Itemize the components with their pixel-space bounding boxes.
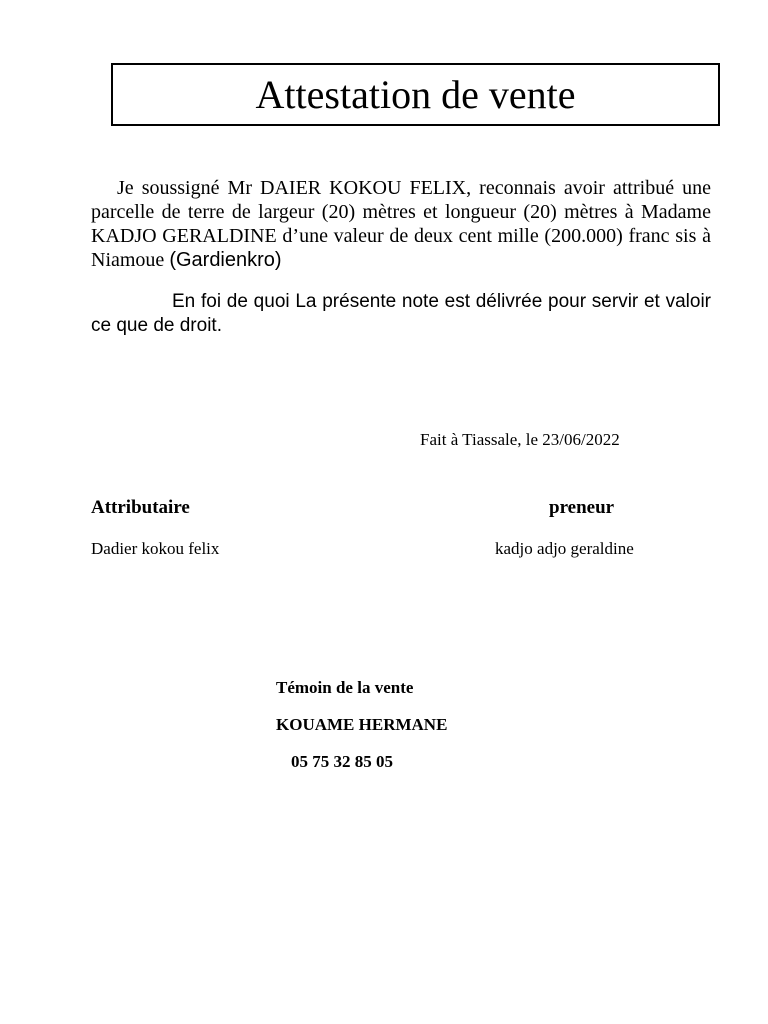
preneur-name: kadjo adjo geraldine — [495, 539, 634, 558]
closing-paragraph: En foi de quoi La présente note est délivrée pour servir et valoir ce que de droit. — [91, 291, 711, 336]
document-title: Attestation de vente — [255, 71, 576, 117]
attributaire-label: Attributaire — [91, 497, 190, 518]
attributaire-name: Dadier kokou felix — [91, 539, 220, 558]
witness-title: Témoin de la vente — [276, 678, 414, 697]
title-box — [111, 63, 720, 126]
witness-phone: 05 75 32 85 05 — [291, 752, 393, 771]
attestation-text: Je soussigné Mr DAIER KOKOU FELIX, reconnais avoir attribué une parcelle de terre de largeur (20) mètres et longueur (20) mètres à Madame KADJO GERALDINE d’une valeur de deux cent mille (200.000) franc sis à Niamoue — [91, 177, 711, 271]
locality-text: (Gardienkro) — [169, 249, 282, 271]
witness-name: KOUAME HERMANE — [276, 715, 448, 734]
preneur-label: preneur — [549, 497, 615, 518]
place-date: Fait à Tiassale, le 23/06/2022 — [420, 430, 620, 449]
attestation-paragraph — [91, 176, 711, 272]
